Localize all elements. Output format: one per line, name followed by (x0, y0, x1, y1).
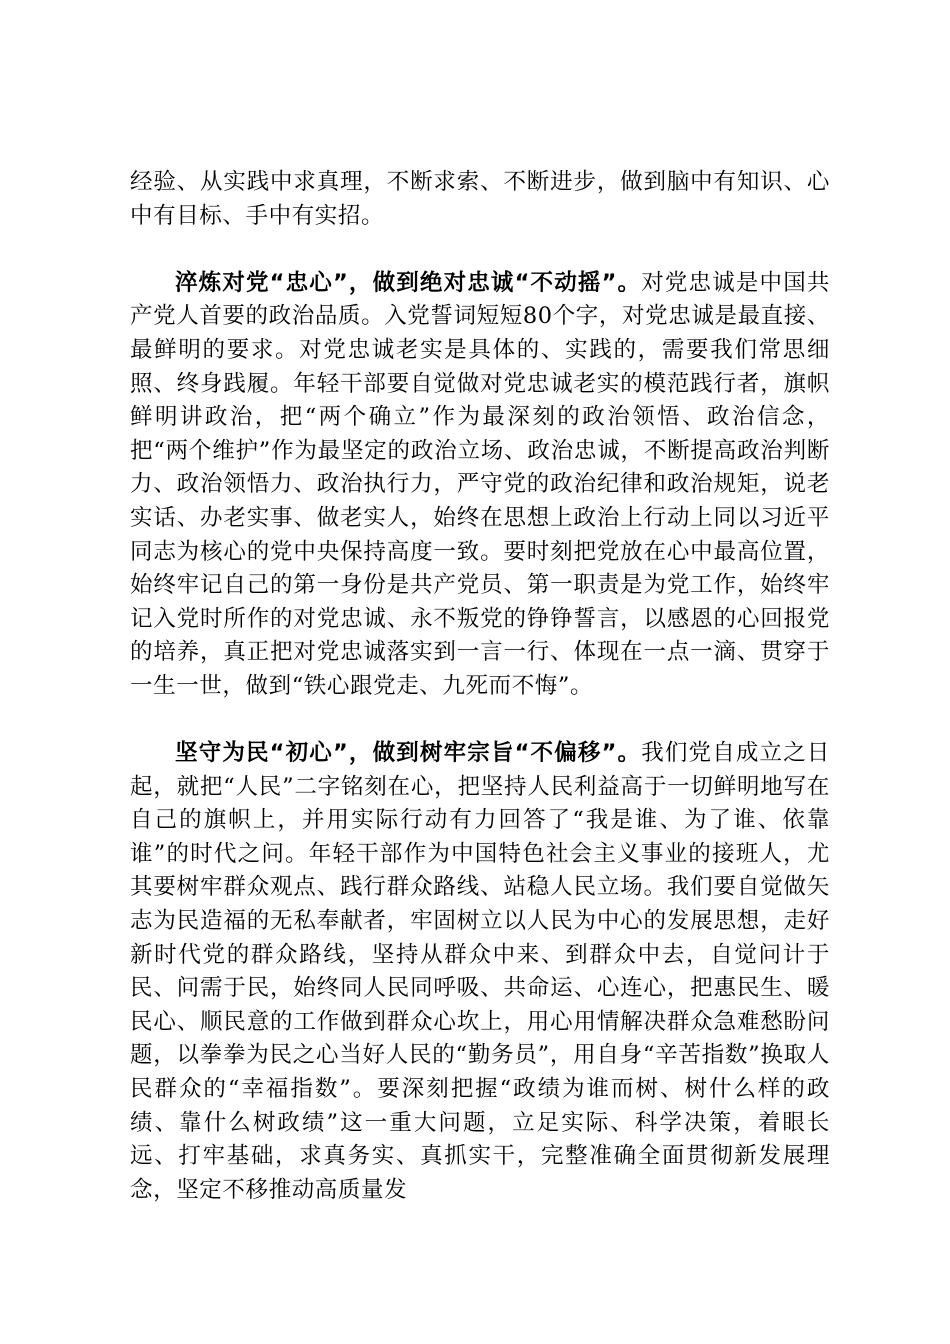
document-page (130, 166, 830, 1241)
paragraph-heading: 坚守为民“初心”，做到树牢宗旨“不偏移”。 (175, 740, 642, 767)
paragraph-continuation (130, 166, 830, 233)
paragraph-people (130, 737, 830, 1207)
paragraph-body: 经验、从实践中求真理，不断求索、不断进步，做到脑中有知识、心中有目标、手中有实招。 (130, 169, 830, 229)
paragraph-body: 我们党自成立之日起，就把“人民”二字铭刻在心，把坚持人民利益高于一切鲜明地写在自己的旗帜上，并用实际行动有力回答了“我是谁、为了谁、依靠谁”的时代之问。年轻干部作为中国特色社会主义事业的接班人，尤其要树牢群众观点、践行群众路线、站稳人民立场。我们要自觉做矢志为民造福的无私奉献者，牢固树立以人民为中心的发展思想，走好新时代党的群众路线，坚持从群众中来、到群众中去，自觉问计于民、问需于民，始终同人民同呼吸、共命运、心连心，把惠民生、暖民心、顺民意的工作做到群众心坎上，用心用情解决群众急难愁盼问题，以拳拳为民之心当好人民的“勤务员”，用自身“辛苦指数”换取人民群众的“幸福指数”。要深刻把握“政绩为谁而树、树什么样的政绩、靠什么树政绩”这一重大问题，立足实际、科学决策，着眼长远、打牢基础，求真务实、真抓实干，完整准确全面贯彻新发展理念，坚定不移推动高质量发 (130, 740, 830, 1203)
paragraph-body: 对党忠诚是中国共产党人首要的政治品质。入党誓词短短80个字，对党忠诚是最直接、最鲜明的要求。对党忠诚老实是具体的、实践的，需要我们常思细照、终身践履。年轻干部要自觉做对党忠诚老实的模范践行者，旗帜鲜明讲政治，把“两个确立”作为最深刻的政治领悟、政治信念，把“两个维护”作为最坚定的政治立场、政治忠诚，不断提高政治判断力、政治领悟力、政治执行力，严守党的政治纪律和政治规矩，说老实话、办老实事、做老实人，始终在思想上政治上行动上同以习近平同志为核心的党中央保持高度一致。要时刻把党放在心中最高位置，始终牢记自己的第一身份是共产党员、第一职责是为党工作，始终牢记入党时所作的对党忠诚、永不叛党的铮铮誓言，以感恩的心回报党的培养，真正把对党忠诚落实到一言一行、体现在一点一滴、贯穿于一生一世，做到“铁心跟党走、九死而不悔”。 (130, 269, 830, 699)
paragraph-loyalty (130, 267, 830, 704)
paragraph-heading: 淬炼对党“忠心”，做到绝对忠诚“不动摇”。 (175, 269, 642, 296)
